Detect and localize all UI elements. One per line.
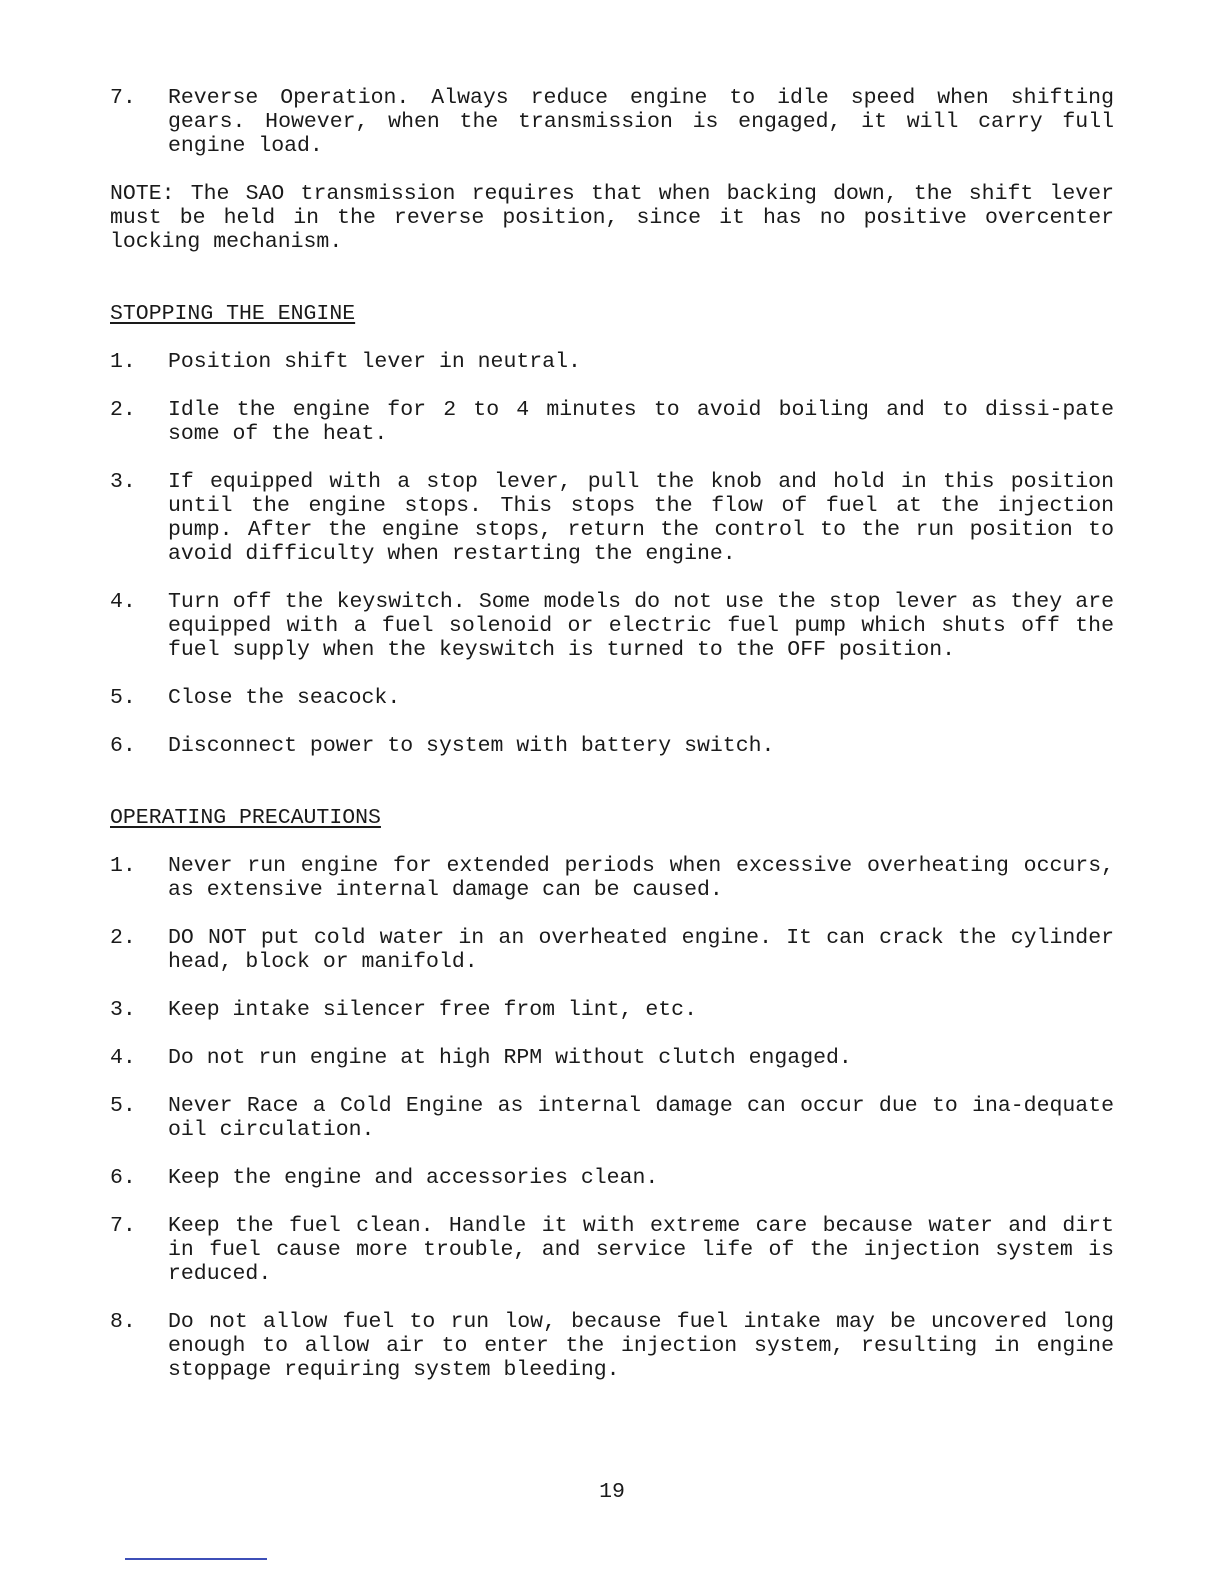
- item-text: Reverse Operation. Always reduce engine to idle speed when shifting gears. However, when the transmission is engaged, it will carry full engine load.: [168, 86, 1114, 158]
- stopping-heading: STOPPING THE ENGINE: [110, 302, 356, 326]
- item-number: 1.: [110, 854, 136, 878]
- item-text: Position shift lever in neutral.: [168, 350, 581, 374]
- item-number: 1.: [110, 350, 136, 374]
- item-text: DO NOT put cold water in an overheated engine. It can crack the cylinder head, block or manifold.: [168, 926, 1114, 974]
- list-item: [110, 1310, 1114, 1382]
- list-item: [110, 686, 1114, 710]
- item-text: Never Race a Cold Engine as internal damage can occur due to ina-dequate oil circulation.: [168, 1094, 1114, 1142]
- list-item: [110, 1166, 1114, 1190]
- list-item: [110, 470, 1114, 566]
- item-number: 4.: [110, 590, 136, 614]
- list-item: [110, 350, 1114, 374]
- item-number: 3.: [110, 470, 136, 494]
- list-item: [110, 398, 1114, 446]
- item-number: 7.: [110, 1214, 136, 1238]
- item-number: 6.: [110, 1166, 136, 1190]
- item-text: Idle the engine for 2 to 4 minutes to avoid boiling and to dissi-pate some of the heat.: [168, 398, 1114, 446]
- list-item: [110, 854, 1114, 902]
- list-item: [110, 734, 1114, 758]
- list-item: [110, 1046, 1114, 1070]
- item-number: 5.: [110, 686, 136, 710]
- list-item: [110, 998, 1114, 1022]
- page-number: 19: [599, 1480, 625, 1504]
- item-text: Keep the fuel clean. Handle it with extreme care because water and dirt in fuel cause more trouble, and service life of the injection system is reduced.: [168, 1214, 1114, 1286]
- reverse-operation-item: [110, 86, 1114, 158]
- list-item: [110, 926, 1114, 974]
- item-text: Turn off the keyswitch. Some models do not use the stop lever as they are equipped with a fuel solenoid or electric fuel pump which shuts off the fuel supply when the keyswitch is turned to the OFF position.: [168, 590, 1114, 662]
- item-number: 2.: [110, 926, 136, 950]
- item-text: If equipped with a stop lever, pull the knob and hold in this position until the engine stops. This stops the flow of fuel at the injection pump. After the engine stops, return the control to the run position to avoid difficulty when restarting the engine.: [168, 470, 1114, 566]
- item-number: 5.: [110, 1094, 136, 1118]
- bottom-divider: [125, 1558, 267, 1560]
- item-text: Disconnect power to system with battery switch.: [168, 734, 775, 758]
- item-text: Keep intake silencer free from lint, etc.: [168, 998, 697, 1022]
- stopping-list: [110, 350, 1114, 758]
- item-number: 6.: [110, 734, 136, 758]
- document-body: [110, 86, 1114, 1406]
- item-number: 7.: [110, 86, 136, 110]
- precautions-list: [110, 854, 1114, 1382]
- item-text: Do not run engine at high RPM without clutch engaged.: [168, 1046, 852, 1070]
- item-number: 2.: [110, 398, 136, 422]
- list-item: [110, 590, 1114, 662]
- item-text: Close the seacock.: [168, 686, 401, 710]
- item-text: Do not allow fuel to run low, because fuel intake may be uncovered long enough to allow air to enter the injection system, resulting in engine stoppage requiring system bleeding.: [168, 1310, 1114, 1382]
- item-number: 3.: [110, 998, 136, 1022]
- item-text: Never run engine for extended periods when excessive overheating occurs, as extensive internal damage can be caused.: [168, 854, 1114, 902]
- transmission-note: NOTE: The SAO transmission requires that when backing down, the shift lever must be held in the reverse position, since it has no positive overcenter locking mechanism.: [110, 182, 1114, 254]
- item-number: 4.: [110, 1046, 136, 1070]
- item-text: Keep the engine and accessories clean.: [168, 1166, 659, 1190]
- item-number: 8.: [110, 1310, 136, 1334]
- list-item: [110, 1094, 1114, 1142]
- precautions-heading: OPERATING PRECAUTIONS: [110, 806, 381, 830]
- list-item: [110, 1214, 1114, 1286]
